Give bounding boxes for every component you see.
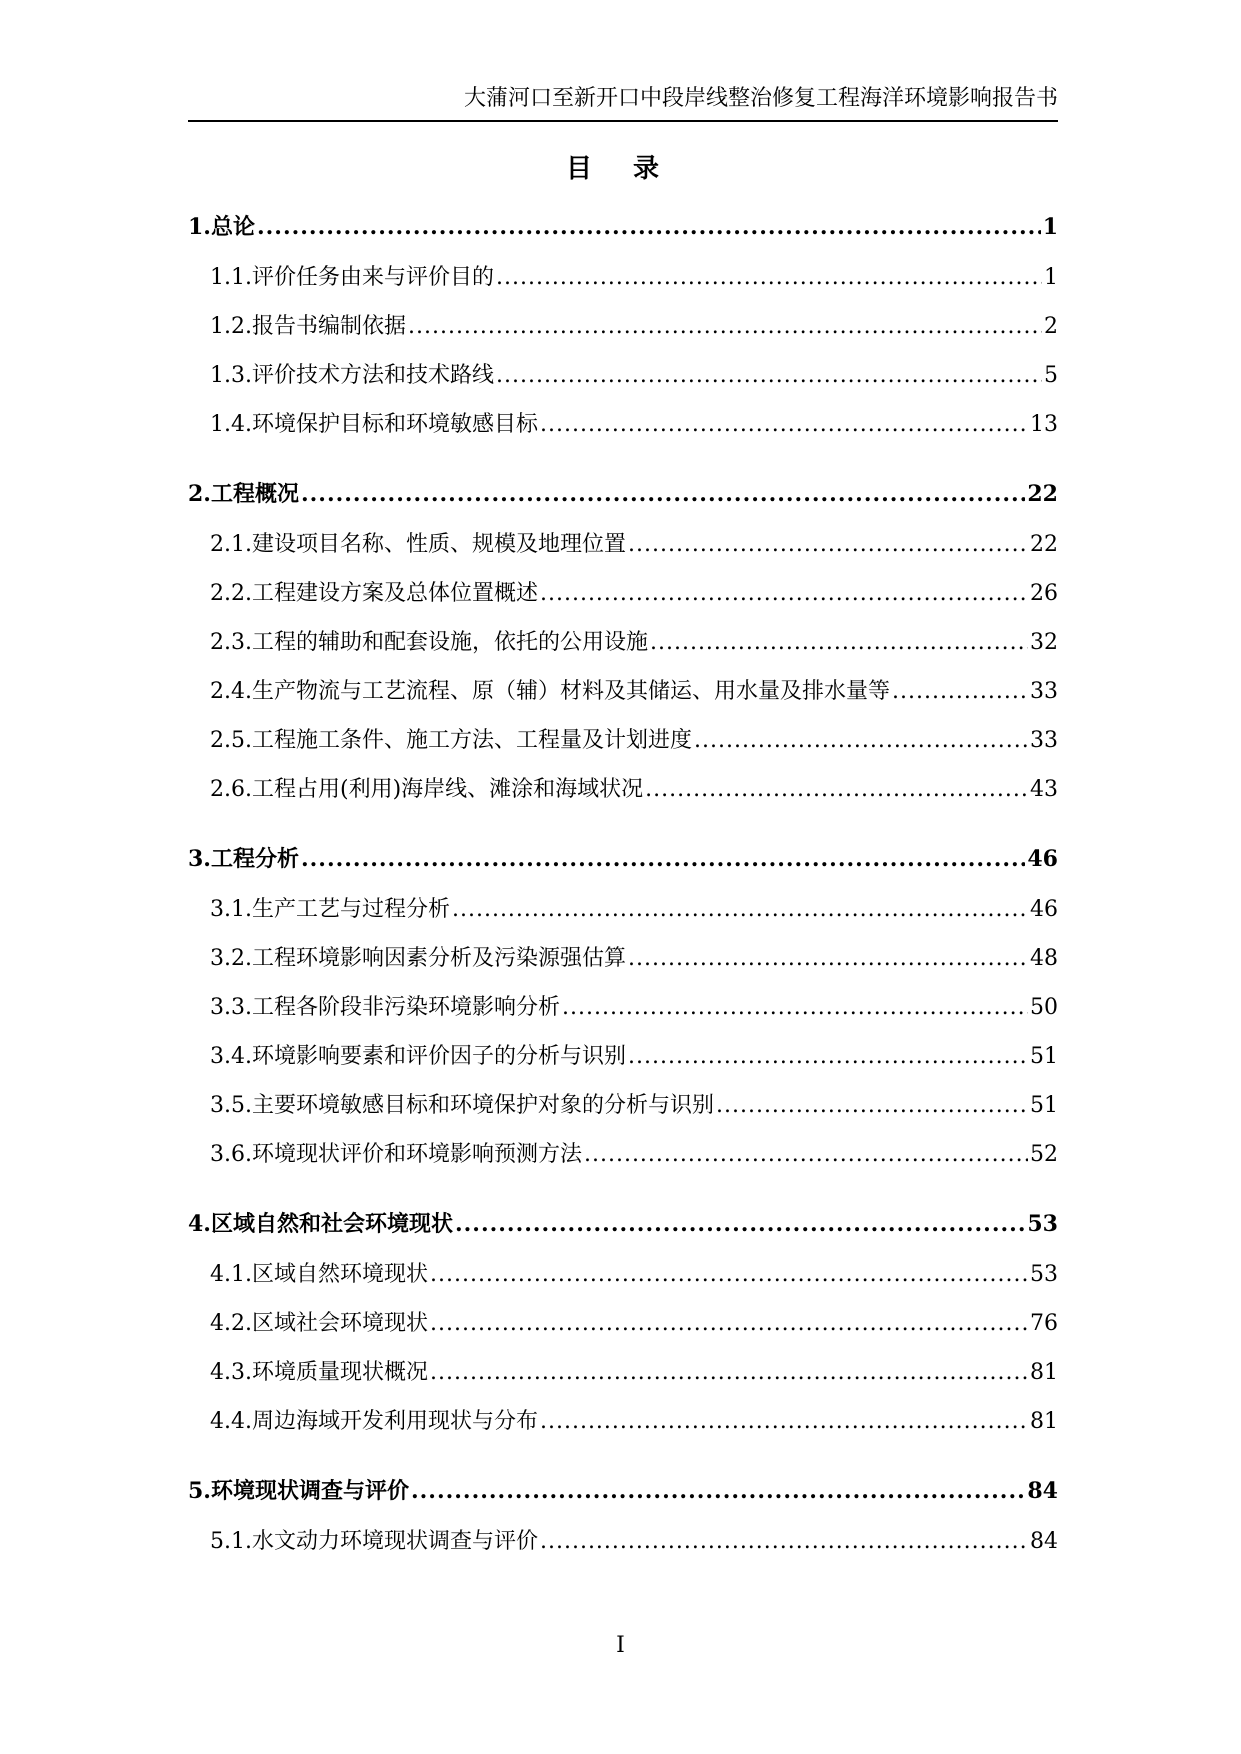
toc-leader-dots — [496, 265, 1042, 290]
toc-entry-page: 13 — [1030, 412, 1058, 437]
toc-section-entry[interactable] — [188, 260, 1058, 309]
toc-leader-dots — [694, 728, 1028, 753]
toc-leader-dots — [408, 314, 1042, 339]
toc-leader-dots — [430, 1360, 1028, 1385]
toc-section-entry[interactable] — [188, 309, 1058, 358]
toc-leader-dots — [645, 777, 1028, 802]
toc-leader-dots — [301, 846, 1025, 872]
toc-entry-title: 2.1.建设项目名称、性质、规模及地理位置 — [210, 532, 626, 557]
toc-chapter-entry[interactable] — [188, 477, 1058, 508]
toc-chapter-entry[interactable] — [188, 210, 1058, 241]
toc-entry-page: 48 — [1030, 946, 1058, 971]
toc-entry-page: 22 — [1030, 532, 1058, 557]
toc-entry-title: 3.2.工程环境影响因素分析及污染源强估算 — [210, 946, 626, 971]
toc-section-entry[interactable] — [188, 892, 1058, 941]
toc-entry-page: 76 — [1030, 1311, 1058, 1336]
toc-entry-title: 3.6.环境现状评价和环境影响预测方法 — [210, 1142, 582, 1167]
toc-entry-page: 32 — [1030, 630, 1058, 655]
toc-leader-dots — [411, 1478, 1025, 1504]
toc-entry-title: 1.2.报告书编制依据 — [210, 314, 406, 339]
toc-entry-title: 3.1.生产工艺与过程分析 — [210, 897, 450, 922]
toc-leader-dots — [650, 630, 1028, 655]
toc-leader-dots — [452, 897, 1028, 922]
toc-entry-page: 84 — [1030, 1529, 1058, 1554]
toc-entry-title: 3.工程分析 — [188, 846, 299, 872]
toc-entry-title: 2.3.工程的辅助和配套设施，依托的公用设施 — [210, 630, 648, 655]
toc-section-entry[interactable] — [188, 576, 1058, 625]
toc-leader-dots — [892, 679, 1028, 704]
toc-section-entry[interactable] — [188, 1355, 1058, 1404]
toc-entry-title: 4.3.环境质量现状概况 — [210, 1360, 428, 1385]
toc-section-entry[interactable] — [188, 407, 1058, 456]
toc-entry-page: 81 — [1030, 1360, 1058, 1385]
toc-entry-page: 1 — [1044, 265, 1058, 290]
toc-entry-page: 22 — [1027, 481, 1058, 507]
toc-entry-page: 33 — [1030, 679, 1058, 704]
toc-entry-title: 4.区域自然和社会环境现状 — [188, 1211, 453, 1237]
toc-entry-title: 3.3.工程各阶段非污染环境影响分析 — [210, 995, 560, 1020]
toc-entry-page: 43 — [1030, 777, 1058, 802]
toc-entry-page: 53 — [1027, 1211, 1058, 1237]
toc-leader-dots — [430, 1311, 1028, 1336]
toc-section-entry[interactable] — [188, 674, 1058, 723]
toc-leader-dots — [540, 1409, 1028, 1434]
toc-entry-title: 1.总论 — [188, 214, 255, 240]
toc-leader-dots — [540, 581, 1028, 606]
toc-section-entry[interactable] — [188, 1039, 1058, 1088]
toc-entry-page: 2 — [1044, 314, 1058, 339]
toc-entry-title: 5.1.水文动力环境现状调查与评价 — [210, 1529, 538, 1554]
toc-entry-title: 1.4.环境保护目标和环境敏感目标 — [210, 412, 538, 437]
toc-section-entry[interactable] — [188, 990, 1058, 1039]
toc-leader-dots — [540, 1529, 1028, 1554]
toc-leader-dots — [540, 412, 1028, 437]
toc-leader-dots — [628, 946, 1028, 971]
toc-section-entry[interactable] — [188, 1088, 1058, 1137]
toc-entry-title: 2.4.生产物流与工艺流程、原（辅）材料及其储运、用水量及排水量等 — [210, 679, 890, 704]
table-of-contents — [188, 210, 1058, 1573]
toc-entry-page: 51 — [1030, 1093, 1058, 1118]
toc-entry-title: 3.5.主要环境敏感目标和环境保护对象的分析与识别 — [210, 1093, 714, 1118]
toc-entry-page: 81 — [1030, 1409, 1058, 1434]
toc-section-entry[interactable] — [188, 625, 1058, 674]
toc-entry-title: 4.2.区域社会环境现状 — [210, 1311, 428, 1336]
toc-leader-dots — [430, 1262, 1028, 1287]
toc-entry-page: 46 — [1030, 897, 1058, 922]
toc-entry-title: 4.1.区域自然环境现状 — [210, 1262, 428, 1287]
running-header — [188, 86, 1058, 122]
toc-entry-title: 4.4.周边海域开发利用现状与分布 — [210, 1409, 538, 1434]
toc-leader-dots — [562, 995, 1028, 1020]
toc-section-entry[interactable] — [188, 1137, 1058, 1186]
toc-leader-dots — [584, 1142, 1028, 1167]
page-number: I — [616, 1633, 625, 1658]
toc-leader-dots — [716, 1093, 1028, 1118]
toc-entry-page: 51 — [1030, 1044, 1058, 1069]
toc-leader-dots — [628, 532, 1028, 557]
toc-entry-page: 50 — [1030, 995, 1058, 1020]
toc-section-entry[interactable] — [188, 1257, 1058, 1306]
toc-entry-title: 2.工程概况 — [188, 481, 299, 507]
toc-entry-page: 52 — [1030, 1142, 1058, 1167]
toc-leader-dots — [301, 481, 1025, 507]
toc-section-entry[interactable] — [188, 1404, 1058, 1453]
toc-entry-title: 2.2.工程建设方案及总体位置概述 — [210, 581, 538, 606]
toc-entry-page: 46 — [1027, 846, 1058, 872]
toc-entry-title: 2.5.工程施工条件、施工方法、工程量及计划进度 — [210, 728, 692, 753]
toc-leader-dots — [455, 1211, 1025, 1237]
toc-entry-page: 26 — [1030, 581, 1058, 606]
toc-chapter-entry[interactable] — [188, 1474, 1058, 1505]
toc-entry-title: 1.1.评价任务由来与评价目的 — [210, 265, 494, 290]
toc-entry-page: 53 — [1030, 1262, 1058, 1287]
header-title: 大蒲河口至新开口中段岸线整治修复工程海洋环境影响报告书 — [463, 86, 1058, 111]
toc-leader-dots — [628, 1044, 1028, 1069]
toc-entry-page: 5 — [1044, 363, 1058, 388]
toc-chapter-entry[interactable] — [188, 842, 1058, 873]
toc-entry-page: 33 — [1030, 728, 1058, 753]
toc-section-entry[interactable] — [188, 1524, 1058, 1573]
toc-entry-title: 2.6.工程占用(利用)海岸线、滩涂和海域状况 — [210, 777, 644, 802]
toc-leader-dots — [257, 214, 1041, 240]
toc-section-entry[interactable] — [188, 941, 1058, 990]
toc-section-entry[interactable] — [188, 723, 1058, 772]
toc-section-entry[interactable] — [188, 772, 1058, 821]
toc-entry-title: 5.环境现状调查与评价 — [188, 1478, 409, 1504]
toc-section-entry[interactable] — [188, 358, 1058, 407]
toc-entry-title: 1.3.评价技术方法和技术路线 — [210, 363, 494, 388]
toc-entry-page: 1 — [1042, 214, 1058, 240]
toc-section-entry[interactable] — [188, 1306, 1058, 1355]
toc-chapter-entry[interactable] — [188, 1207, 1058, 1238]
toc-leader-dots — [496, 363, 1042, 388]
toc-section-entry[interactable] — [188, 527, 1058, 576]
toc-heading: 目 录 — [565, 154, 676, 184]
toc-entry-title: 3.4.环境影响要素和评价因子的分析与识别 — [210, 1044, 626, 1069]
toc-entry-page: 84 — [1027, 1478, 1058, 1504]
